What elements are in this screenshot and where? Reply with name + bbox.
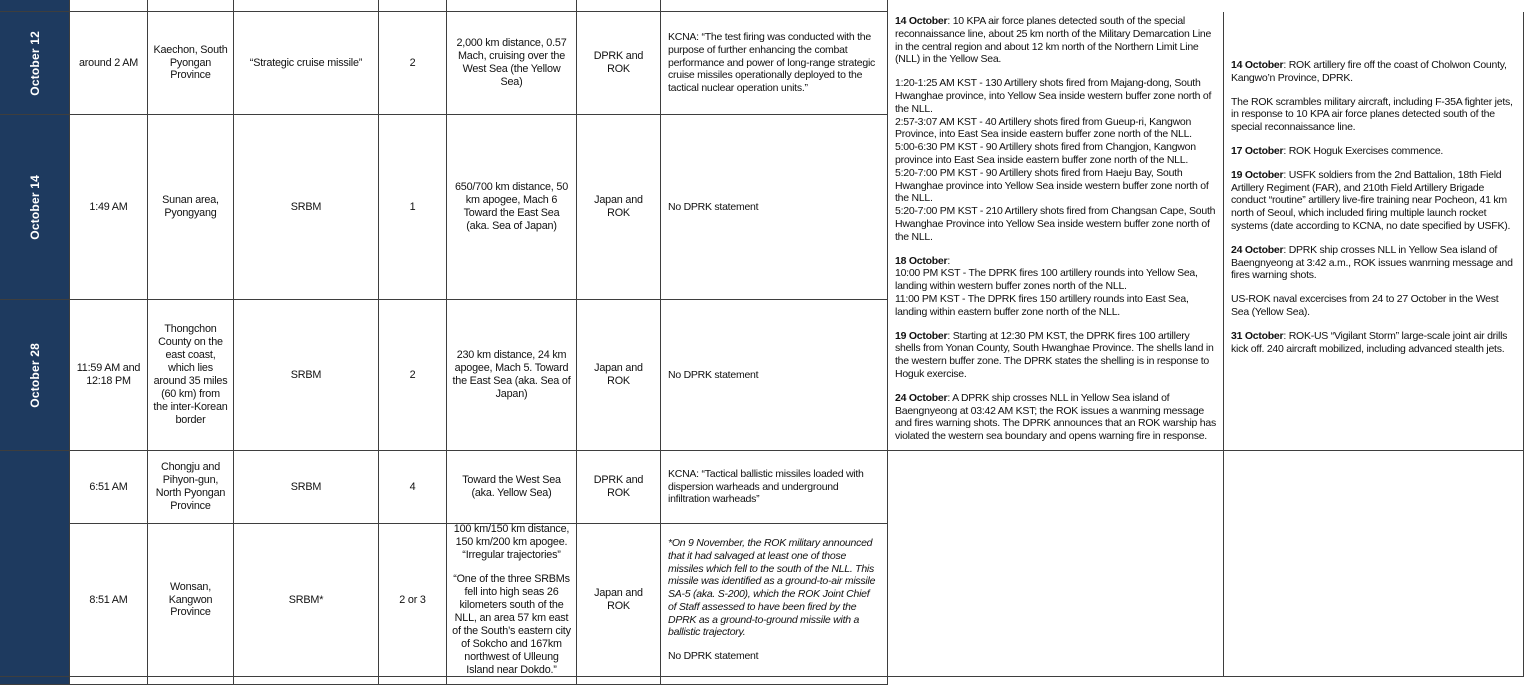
missile-type-value: SRBM: [290, 200, 322, 213]
missile-type-cell: [234, 300, 379, 451]
paragraph: 5:20-7:00 PM KST - 210 Artillery shots fired from Changsan Cape, South Hwanghae Province into Yellow Sea inside western buffer zone north of the NLL.: [895, 205, 1216, 243]
flight-details-cell: [447, 451, 577, 524]
detected-by-cell: [577, 524, 661, 677]
partial-date-cell-bottom: [0, 677, 70, 685]
partial-cell: [70, 677, 148, 685]
rok-response-empty-cell: [1224, 451, 1524, 677]
missile-type-cell: [234, 115, 379, 300]
location-cell: [148, 300, 234, 451]
dprk-statement-cell: [661, 12, 888, 115]
paragraph: KCNA: “Tactical ballistic missiles loaded with dispersion warheads and underground infiltration warheads”: [668, 467, 864, 506]
paragraph: 1:20-1:25 AM KST - 130 Artillery shots fired from Majang-dong, South Hwanghae province, into Yellow Sea inside western buffer zone north of the NLL.: [895, 77, 1212, 115]
count-value: 1: [409, 200, 416, 213]
paragraph: 31 October: ROK-US “Vigilant Storm” large-scale joint air drills kick off. 240 aircraft mobilized, including advanced stealth jets.: [1231, 329, 1508, 355]
partial-date-cell-top: [0, 0, 70, 12]
paragraph-date-lead: 18 October: [895, 254, 948, 267]
time-value: around 2 AM: [78, 56, 139, 69]
detected-by-cell: [577, 115, 661, 300]
paragraph: 100 km/150 km distance, 150 km/200 km apogee. “Irregular trajectories”: [453, 524, 570, 562]
partial-cell: [661, 677, 888, 685]
paragraph-date-lead: 19 October: [1231, 168, 1284, 181]
paragraph: The ROK scrambles military aircraft, including F-35A fighter jets, in response to 10 KPA air force planes detected south of the special reconnaissance line.: [1231, 95, 1513, 134]
rok-response-cell: [1224, 12, 1524, 451]
missile-type-cell: [234, 524, 379, 677]
dprk-statement-cell: [661, 524, 888, 677]
paragraph-date-lead: 14 October: [1231, 59, 1284, 71]
detected-by-cell: [577, 451, 661, 524]
time-value: 11:59 AM and 12:18 PM: [76, 362, 141, 387]
date-cell-october-12: [0, 12, 70, 115]
partial-cell: [234, 0, 379, 12]
paragraph: 24 October: A DPRK ship crosses NLL in Yellow Sea island of Baengnyeong at 03:42 AM KST; the ROK issues a wanrning message and fires warning shots. The DPRK announces that an ROK warship has violated the western sea boundary and opens warning fire in response.: [895, 391, 1216, 443]
paragraph: 5:00-6:30 PM KST - 90 Artillery shots fired from Changjon, Kangwon province into East Sea inside eastern buffer zone north of the NLL.: [895, 141, 1196, 166]
paragraph-date-lead: 14 October: [895, 15, 948, 27]
date-cell-october-28: [0, 300, 70, 451]
paragraph-date-lead: 31 October: [1231, 329, 1284, 342]
detected-by-value: Japan and ROK: [594, 587, 643, 612]
paragraph: 5:20-7:00 PM KST - 90 Artillery shots fired from Haeju Bay, South Hwanghae province into Yellow Sea inside western buffer zone north of the NLL.: [895, 166, 1209, 205]
count-value: 2 or 3: [399, 593, 426, 606]
paragraph: 18 October:: [895, 254, 951, 267]
dprk-statement-cell: [661, 451, 888, 524]
paragraph: *On 9 November, the ROK military announced that it had salvaged at least one of those missiles which fell to the south of the NLL. This missile was identified as a ground-to-air missile SA-5 (aka. S-200), which the ROK Joint Chief of Staff assessed to have been fired by the DPRK as a ground-to-ground missile with a ballistic trajectory.: [668, 536, 876, 639]
detected-by-value: DPRK and ROK: [593, 474, 644, 499]
flight-details-cell: [447, 300, 577, 451]
paragraph: KCNA: “The test firing was conducted with the purpose of further enhancing the combat performance and power of long-range strategic cruise missiles operationally deployed to the tactical nuclear operation units.”: [668, 31, 876, 95]
paragraph: 230 km distance, 24 km apogee, Mach 5. Toward the East Sea (aka. Sea of Japan): [452, 349, 571, 400]
missile-type-value: “Strategic cruise missile”: [249, 56, 363, 69]
time-cell: [70, 451, 148, 524]
paragraph: “One of the three SRBMs fell into high seas 26 kilometers south of the NLL, an area 57 km east of the South’s eastern city of Sokcho and 167km northwest of Ulleung Island near Dokdo.”: [452, 573, 571, 676]
paragraph: 19 October: USFK soldiers from the 2nd Battalion, 18th Field Artillery Regiment (FAR), and 210th Field Artillery Brigade conduct “routine” artillery live-fire training near Pocheon, 41 km north of Seoul, which included firing multiple launch rocket systems (date according to KCNA, no date specified by USFK).: [1231, 168, 1511, 232]
paragraph: No DPRK statement: [668, 200, 759, 213]
partial-cell: [234, 677, 379, 685]
partial-cell: [379, 0, 447, 12]
time-cell: [70, 12, 148, 115]
paragraph-date-lead: 24 October: [1231, 243, 1284, 256]
detected-by-value: Japan and ROK: [594, 362, 643, 387]
paragraph-date-lead: 17 October: [1231, 144, 1284, 157]
missile-type-value: SRBM*: [288, 593, 324, 606]
date-label: October 28: [27, 342, 42, 408]
partial-cell: [577, 677, 661, 685]
dprk-statement-cell: [661, 115, 888, 300]
count-value: 2: [409, 368, 416, 381]
location-cell: [148, 451, 234, 524]
paragraph: 11:00 PM KST - The DPRK fires 150 artillery rounds into East Sea, landing within eastern buffer zone north of the NLL.: [895, 292, 1189, 318]
location-cell: [148, 115, 234, 300]
related-events-empty-cell: [888, 451, 1224, 677]
partial-cell: [379, 677, 447, 685]
time-cell: [70, 300, 148, 451]
date-label: October 14: [27, 174, 42, 240]
date-cell-bottom: [0, 451, 70, 677]
paragraph: 10:00 PM KST - The DPRK fires 100 artillery rounds into Yellow Sea, landing within western buffer zones north of the NLL.: [895, 267, 1198, 293]
related-events-cell: [888, 12, 1224, 451]
location-value: Wonsan, Kangwon Province: [168, 580, 213, 619]
partial-cell: [447, 0, 577, 12]
flight-details-cell: [447, 12, 577, 115]
time-cell: [70, 115, 148, 300]
missile-type-cell: [234, 451, 379, 524]
count-value: 4: [409, 480, 416, 493]
paragraph: 2,000 km distance, 0.57 Mach, cruising over the West Sea (the Yellow Sea): [456, 37, 567, 88]
partial-cell: [148, 0, 234, 12]
date-cell-october-14: [0, 115, 70, 300]
paragraph: 650/700 km distance, 50 km apogee, Mach 6 Toward the East Sea (aka. Sea of Japan): [454, 181, 569, 232]
count-cell: [379, 300, 447, 451]
paragraph: 24 October: DPRK ship crosses NLL in Yellow Sea island of Baengnyeong at 3:42 a.m., ROK issues wanrning message and fires warning shots.: [1231, 243, 1513, 282]
missile-type-cell: [234, 12, 379, 115]
location-value: Sunan area, Pyongyang: [162, 194, 219, 219]
paragraph-date-lead: 19 October: [895, 329, 948, 342]
count-cell: [379, 451, 447, 524]
partial-cell: [148, 677, 234, 685]
partial-cell: [447, 677, 577, 685]
detected-by-cell: [577, 300, 661, 451]
missile-type-value: SRBM: [290, 480, 322, 493]
count-value: 2: [409, 56, 416, 69]
paragraph: Toward the West Sea (aka. Yellow Sea): [462, 474, 561, 499]
paragraph-date-lead: 24 October: [895, 391, 948, 404]
partial-cell: [577, 0, 661, 12]
detected-by-value: DPRK and ROK: [593, 50, 644, 75]
paragraph: 14 October: ROK artillery fire off the coast of Cholwon County, Kangwo’n Province, DPRK.: [1231, 59, 1507, 84]
location-value: Thongchon County on the east coast, which lies around 35 miles (60 km) from the inter-Korean border: [153, 323, 228, 426]
time-value: 8:51 AM: [89, 593, 128, 606]
count-cell: [379, 12, 447, 115]
missile-type-value: SRBM: [290, 368, 322, 381]
paragraph: 17 October: ROK Hoguk Exercises commence.: [1231, 144, 1444, 157]
partial-cell: [661, 0, 888, 12]
paragraph: No DPRK statement: [668, 650, 759, 663]
paragraph: 2:57-3:07 AM KST - 40 Artillery shots fired from Gueup-ri, Kangwon Province, into East Sea inside eastern buffer zone north of the NLL.: [895, 115, 1192, 141]
paragraph: 19 October: Starting at 12:30 PM KST, the DPRK fires 100 artillery shells from Yonan County, South Hwanghae Province. The shells land in the western buffer zone. The DPRK states the shelling is in response to Hoguk exercise.: [895, 329, 1214, 380]
flight-details-cell: [447, 524, 577, 677]
count-cell: [379, 524, 447, 677]
location-value: Kaechon, South Pyongan Province: [153, 43, 228, 82]
location-cell: [148, 524, 234, 677]
time-cell: [70, 524, 148, 677]
count-cell: [379, 115, 447, 300]
location-cell: [148, 12, 234, 115]
date-label: October 12: [27, 30, 42, 96]
dprk-statement-cell: [661, 300, 888, 451]
paragraph: 14 October: 10 KPA air force planes detected south of the special reconnaissance line, about 25 km north of the Military Demarcation Line in the central region and about 12 km north of the Northern Limit Line (NLL) in the Yellow Sea.: [895, 15, 1212, 66]
detected-by-value: Japan and ROK: [594, 194, 643, 219]
paragraph: US-ROK naval excercises from 24 to 27 October in the West Sea (Yellow Sea).: [1231, 293, 1499, 318]
partial-cell: [70, 0, 148, 12]
time-value: 6:51 AM: [89, 480, 128, 493]
detected-by-cell: [577, 12, 661, 115]
paragraph: No DPRK statement: [668, 368, 759, 381]
time-value: 1:49 AM: [89, 200, 128, 213]
flight-details-cell: [447, 115, 577, 300]
location-value: Chongju and Pihyon-gun, North Pyongan Province: [155, 461, 226, 512]
